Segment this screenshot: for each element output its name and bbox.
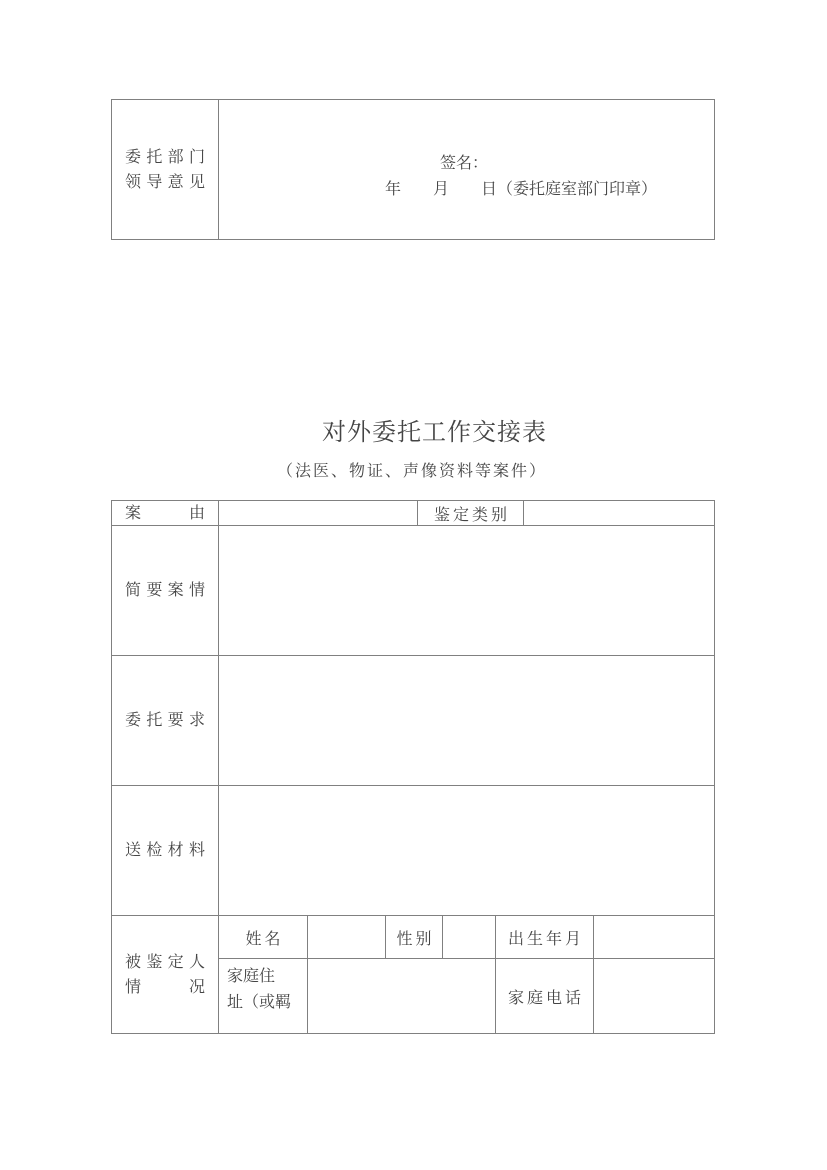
materials-label-cell xyxy=(112,786,219,915)
row-requirements xyxy=(112,656,714,786)
signature-label: 签名： xyxy=(440,155,489,172)
category-value-cell[interactable] xyxy=(524,501,714,525)
case-cause-label: 案 由 xyxy=(125,504,205,522)
phone-label-cell xyxy=(496,959,594,1033)
row-appraisee xyxy=(112,916,714,1033)
address-label-line2: 址（或羁 xyxy=(227,994,292,1011)
appraisee-subrow-2 xyxy=(219,959,714,1033)
address-value-cell[interactable] xyxy=(308,959,496,1033)
name-label: 姓名 xyxy=(245,930,284,948)
approval-label-cell xyxy=(112,100,219,239)
phone-label: 家庭电话 xyxy=(507,989,584,1007)
date-seal-line: 年 月 日（委托庭室部门印章） xyxy=(385,181,658,198)
birth-label: 出生年月 xyxy=(507,930,584,948)
row-materials xyxy=(112,786,714,916)
appraisee-label-line2: 情 况 xyxy=(125,978,205,996)
brief-case-value-cell[interactable] xyxy=(219,526,714,655)
approval-label-line1: 委托部门 xyxy=(125,148,205,166)
gender-value-cell[interactable] xyxy=(443,916,496,958)
gender-label-cell xyxy=(386,916,443,958)
category-label: 鉴定类别 xyxy=(433,506,510,524)
row-brief-case xyxy=(112,526,714,656)
brief-case-label: 简要案情 xyxy=(125,582,205,599)
case-cause-label-cell xyxy=(112,501,219,525)
materials-label: 送检材料 xyxy=(125,842,205,859)
materials-value-cell[interactable] xyxy=(219,786,714,915)
appraisee-details xyxy=(219,916,714,1033)
name-value-cell[interactable] xyxy=(308,916,386,958)
handover-table xyxy=(111,500,715,1034)
row-case-cause xyxy=(112,501,714,526)
brief-case-label-cell xyxy=(112,526,219,655)
case-cause-value-cell[interactable] xyxy=(219,501,418,525)
appraisee-subrow-1 xyxy=(219,916,714,959)
phone-value-cell[interactable] xyxy=(594,959,714,1033)
appraisee-label-line1: 被鉴定人 xyxy=(125,953,205,971)
birth-label-cell xyxy=(496,916,594,958)
requirements-label-cell xyxy=(112,656,219,785)
appraisee-label-cell xyxy=(112,916,219,1033)
document-subtitle: （法医、物证、声像资料等案件） xyxy=(277,463,548,480)
category-label-cell xyxy=(418,501,524,525)
requirements-value-cell[interactable] xyxy=(219,656,714,785)
approval-label-line2: 领导意见 xyxy=(125,173,205,191)
document-title: 对外委托工作交接表 xyxy=(322,420,547,446)
requirements-label: 委托要求 xyxy=(125,712,205,729)
approval-opinion-cell[interactable] xyxy=(219,100,714,239)
address-label-line1: 家庭住 xyxy=(227,968,276,985)
name-label-cell xyxy=(219,916,308,958)
birth-value-cell[interactable] xyxy=(594,916,714,958)
address-label-cell xyxy=(219,959,308,1033)
approval-table xyxy=(111,99,715,240)
gender-label: 性别 xyxy=(396,930,435,948)
